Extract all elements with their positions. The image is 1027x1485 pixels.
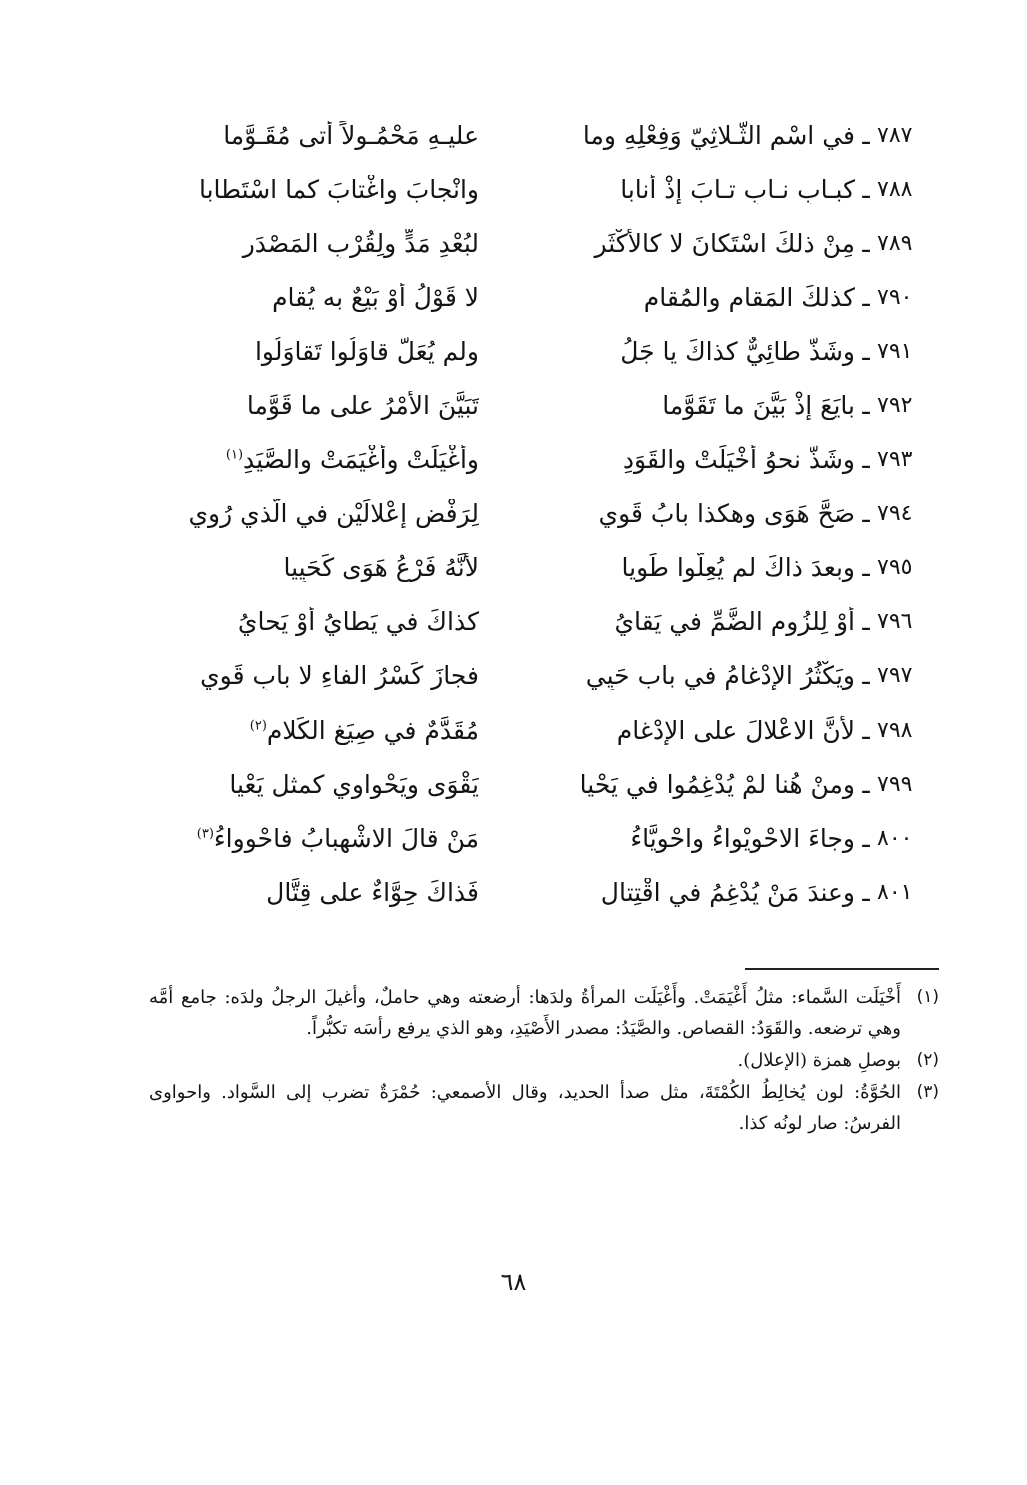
footnote xyxy=(149,1077,939,1139)
second-hemistich xyxy=(149,445,479,474)
verse-line xyxy=(149,162,939,216)
footnote-label: (١) xyxy=(916,987,939,1007)
first-hemistich: أوْ لِلزُومِ الضَّمِّ في يَقايُ xyxy=(614,607,855,637)
second-hemistich-text: ولم يُعَلَّ قاوَلُوا تَقاوَلُوا xyxy=(254,336,479,366)
verse-dash: ـ xyxy=(862,445,870,475)
verse-number: ٧٨٧ xyxy=(877,122,913,148)
first-hemistich: وشَذَّ نحوُ أَخْيَلَتْ والقَوَدِ xyxy=(622,445,855,475)
verse-dash: ـ xyxy=(862,499,870,529)
verse-dash: ـ xyxy=(862,391,870,421)
footnote-divider xyxy=(745,968,939,970)
second-hemistich-text: مُقَدَّمٌ في صِيَغِ الكَلامِ xyxy=(266,715,479,745)
verse-line xyxy=(149,324,939,378)
verse-dash: ـ xyxy=(862,282,870,312)
second-hemistich-text: لِرَفْضِ إعْلالَيْنِ في الَّذي رُوِي xyxy=(188,499,479,529)
first-hemistich: ومنْ هُنا لمْ يُدْغِمُوا في يَحْيا xyxy=(579,769,855,799)
verse-line xyxy=(149,865,939,919)
second-hemistich-text: يَقْوَى ويَحْواوِي كمثلِ يَعْيا xyxy=(229,769,479,799)
verse-number: ٧٩٨ xyxy=(877,717,913,743)
verse-dash: ـ xyxy=(862,120,870,150)
second-hemistich-text: عليـهِ مَحْمُـولاً أتى مُقَـوَّما xyxy=(223,120,479,150)
page-number: ٦٨ xyxy=(500,1268,527,1296)
verse-dash: ـ xyxy=(862,823,870,853)
first-hemistich: مِنْ ذلكَ اسْتَكانَ لا كالأكْثَرِ xyxy=(594,228,855,258)
verse-number: ٧٩٢ xyxy=(877,393,913,419)
verse-line xyxy=(149,433,939,487)
verse-line xyxy=(149,216,939,270)
second-hemistich-text: لا قَوْلُ أوْ بَيْعٌ به يُقام xyxy=(272,282,479,312)
second-hemistich-text: كذاكَ في يَطايُ أوْ يَحايُ xyxy=(237,607,479,637)
verse-number: ٧٩٥ xyxy=(877,555,913,581)
second-hemistich xyxy=(149,229,479,258)
verse-line xyxy=(149,541,939,595)
second-hemistich-text: وأغْيَلَتْ وأغْيَمَتْ والصَّيَدِ xyxy=(243,445,479,475)
second-hemistich-text: لأنَّهُ فَرْعُ هَوَى كَحَيِيا xyxy=(283,553,479,583)
verse-dash: ـ xyxy=(862,877,870,907)
verse-line xyxy=(149,811,939,865)
second-hemistich-text: لبُعْدِ مَدٍّ ولِقُرْبِ المَصْدَرِ xyxy=(242,228,479,258)
second-hemistich xyxy=(149,716,479,745)
verse-dash: ـ xyxy=(862,228,870,258)
footnote xyxy=(149,982,939,1044)
verse-number: ٧٨٨ xyxy=(877,176,913,202)
first-hemistich: وبعدَ ذاكَ لم يُعِلُّوا طَوِيا xyxy=(621,553,855,583)
first-hemistich: كبـابِ نـابِ تـابَ إِذْ أنابا xyxy=(620,174,855,204)
verse-number: ٧٨٩ xyxy=(877,230,913,256)
first-hemistich: وجاءَ الاحْوِيْواءُ واحْوِيَّاءُ xyxy=(630,823,855,853)
verse-dash: ـ xyxy=(862,174,870,204)
second-hemistich xyxy=(149,770,479,799)
verse-line xyxy=(149,703,939,757)
verse-dash: ـ xyxy=(862,336,870,366)
verse-dash: ـ xyxy=(862,769,870,799)
first-hemistich: ويَكْثُرُ الإدْغامُ في باب حَيِي xyxy=(585,661,855,691)
footnote-marker: (٣) xyxy=(196,826,214,842)
first-hemistich: كذلكَ المَقام والمُقام xyxy=(643,282,855,312)
second-hemistich-text: فَذاكَ حِوَّاءٌ على قِتَّالِ xyxy=(266,877,479,907)
verse-line xyxy=(149,757,939,811)
second-hemistich-text: وانْجابَ واغْتابَ كما اسْتَطابا xyxy=(198,174,479,204)
verse-line xyxy=(149,487,939,541)
footnote-text: الحُوَّةُ: لون يُخالِطُ الكُمْتَةَ، مثل صدأ الحديد، وقال الأصمعي: حُمْرَةٌ تضرب إلى السَّواد. واحواوى الفرسُ: صار لونُه كذا. xyxy=(149,1082,901,1134)
verse-dash: ـ xyxy=(862,553,870,583)
verse-dash: ـ xyxy=(862,715,870,745)
first-hemistich: لأنَّ الاعْلالَ على الإدْغامِ xyxy=(616,715,855,745)
verse-number: ٨٠٠ xyxy=(877,825,913,851)
verse-number: ٧٩٠ xyxy=(877,284,913,310)
verse-line xyxy=(149,378,939,432)
verse-line xyxy=(149,595,939,649)
second-hemistich-text: فجازَ كَسْرُ الفاءِ لا بابِ قَوِي xyxy=(200,661,479,691)
footnote-marker: (٢) xyxy=(249,718,267,734)
verse-dash: ـ xyxy=(862,607,870,637)
footnote-marker: (١) xyxy=(225,447,244,463)
footnote-text: أَخْيَلَت السَّماء: مثلُ أَغْيَمَتْ. وأَغْيَلَت المرأةُ ولدَها: أرضعته وهي حاملٌ، وأغيلَ الرجلُ ولدَه: جامع أمَّه وهي ترضعه. والقَوَدُ: القصاص. والصَّيَدُ: مصدر الأَصْيَدِ، وهو الذي يرفع رأسَه تكبُّراً. xyxy=(149,987,901,1039)
second-hemistich xyxy=(149,391,479,420)
poem-verses xyxy=(149,108,939,919)
verse-number: ٧٩٦ xyxy=(877,609,913,635)
second-hemistich xyxy=(149,553,479,582)
first-hemistich: وعندَ مَنْ يُدْغِمُ في اقْتِتالِ xyxy=(600,877,855,907)
first-hemistich: صَحَّ هَوَى وهكذا بابُ قَوِي xyxy=(598,499,855,529)
footnote-text: بوصلِ همزة (الإعلال). xyxy=(737,1050,901,1071)
verse-number: ٧٩١ xyxy=(877,338,913,364)
footnote xyxy=(149,1045,939,1076)
first-hemistich: وشَذَّ طائِيٌّ كذاكَ يا جَلُ xyxy=(620,336,855,366)
second-hemistich xyxy=(149,121,479,150)
verse-line xyxy=(149,108,939,162)
verse-number: ٧٩٩ xyxy=(877,771,913,797)
verse-number: ٨٠١ xyxy=(877,879,913,905)
second-hemistich xyxy=(149,175,479,204)
second-hemistich xyxy=(149,337,479,366)
first-hemistich: في اسْمِ الثُّـلاثِيّ وَفِعْلِهِ وما xyxy=(582,120,855,150)
first-hemistich: بايَعَ إذْ بَيَّنَ ما تَقَوَّما xyxy=(662,391,855,421)
footnote-label: (٢) xyxy=(916,1050,939,1070)
footnote-label: (٣) xyxy=(916,1082,939,1102)
verse-number: ٧٩٤ xyxy=(877,501,913,527)
verse-line xyxy=(149,649,939,703)
verse-number: ٧٩٣ xyxy=(877,447,913,473)
second-hemistich xyxy=(149,607,479,636)
second-hemistich xyxy=(149,499,479,528)
second-hemistich xyxy=(149,878,479,907)
verse-dash: ـ xyxy=(862,661,870,691)
second-hemistich xyxy=(149,824,479,853)
second-hemistich xyxy=(149,283,479,312)
footnotes xyxy=(149,982,939,1140)
verse-number: ٧٩٧ xyxy=(877,663,913,689)
verse-line xyxy=(149,270,939,324)
second-hemistich xyxy=(149,661,479,690)
second-hemistich-text: تَبَيَّنَ الأَمْرُ على ما قَوَّما xyxy=(246,391,479,421)
second-hemistich-text: مَنْ قالَ الاشْهِبابُ فاحْوِواءُ xyxy=(213,823,479,853)
